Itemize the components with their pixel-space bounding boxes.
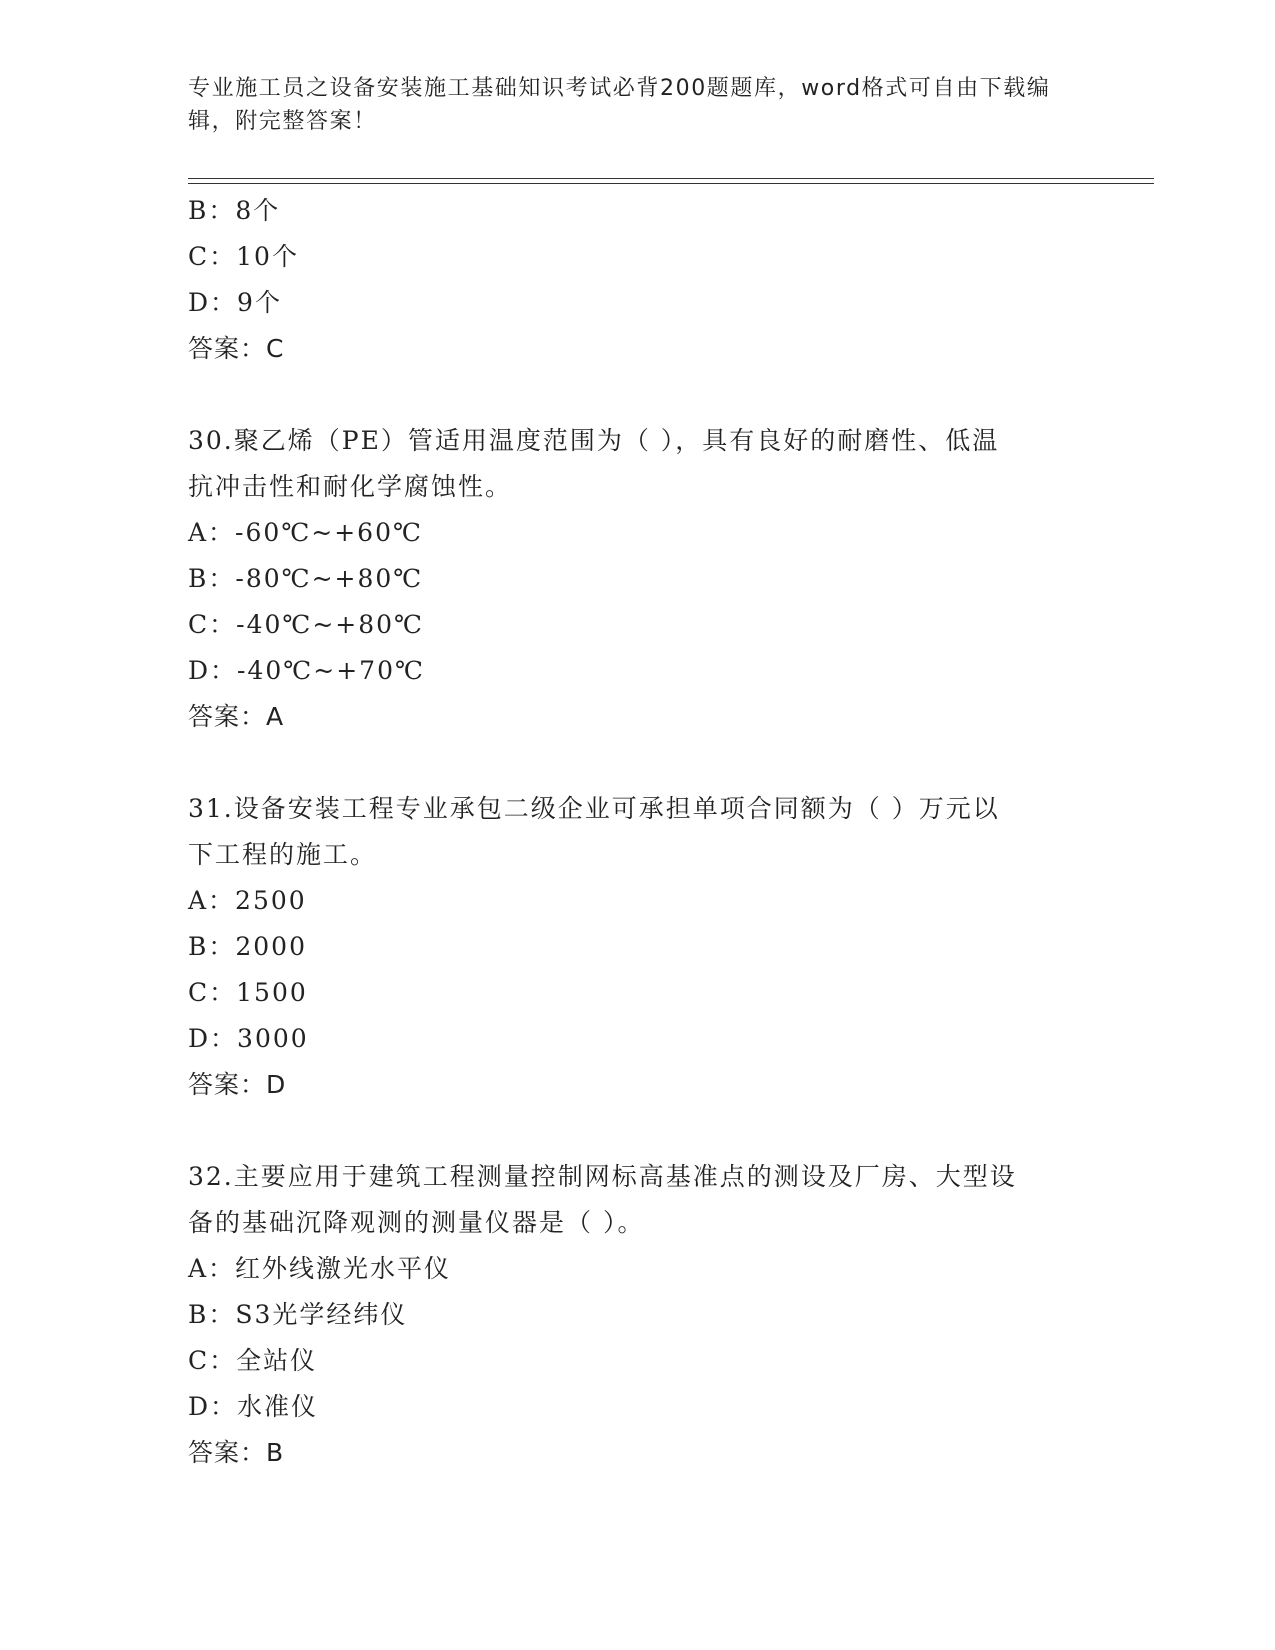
- option-d: D：9个: [188, 288, 282, 317]
- option-b: B：2000: [188, 932, 307, 961]
- option-c: C：-40℃~+80℃: [188, 610, 425, 639]
- header-divider-bottom: [188, 183, 1154, 184]
- question-stem: 31.设备安装工程专业承包二级企业可承担单项合同额为（ ）万元以: [188, 794, 1000, 823]
- spacer: [188, 372, 1088, 418]
- document-body: [188, 188, 1088, 1476]
- spacer: [188, 1108, 1088, 1154]
- option-d: D：-40℃~+70℃: [188, 656, 425, 685]
- option-b: B：-80℃~+80℃: [188, 564, 424, 593]
- option-b: B：S3光学经纬仪: [188, 1300, 408, 1329]
- question-30: [188, 418, 1088, 740]
- spacer: [188, 740, 1088, 786]
- answer-line: 答案：C: [188, 334, 285, 363]
- question-stem-cont: 下工程的施工。: [188, 840, 378, 869]
- option-a: A：-60℃~+60℃: [188, 518, 423, 547]
- option-c: C：全站仪: [188, 1346, 318, 1375]
- question-32: [188, 1154, 1088, 1476]
- answer-line: 答案：A: [188, 702, 285, 731]
- page-header-title: 专业施工员之设备安装施工基础知识考试必背200题题库，word格式可自由下载编辑，附完整答案！: [188, 76, 1051, 134]
- question-stem-cont: 抗冲击性和耐化学腐蚀性。: [188, 472, 513, 501]
- header-divider-top: [188, 178, 1154, 179]
- option-d: D：3000: [188, 1024, 309, 1053]
- option-d: D：水准仪: [188, 1392, 319, 1421]
- answer-line: 答案：B: [188, 1438, 285, 1467]
- option-c: C：10个: [188, 242, 299, 271]
- question-31: [188, 786, 1088, 1108]
- option-c: C：1500: [188, 978, 308, 1007]
- option-b: B：8个: [188, 196, 281, 225]
- question-stem: 30.聚乙烯（PE）管适用温度范围为（ ），具有良好的耐磨性、低温: [188, 426, 1000, 455]
- option-a: A：红外线激光水平仪: [188, 1254, 452, 1283]
- prev-question-block: [188, 188, 1088, 372]
- answer-line: 答案：D: [188, 1070, 287, 1099]
- option-a: A：2500: [188, 886, 307, 915]
- question-stem: 32.主要应用于建筑工程测量控制网标高基准点的测设及厂房、大型设: [188, 1162, 1017, 1191]
- question-stem-cont: 备的基础沉降观测的测量仪器是（ ）。: [188, 1208, 645, 1237]
